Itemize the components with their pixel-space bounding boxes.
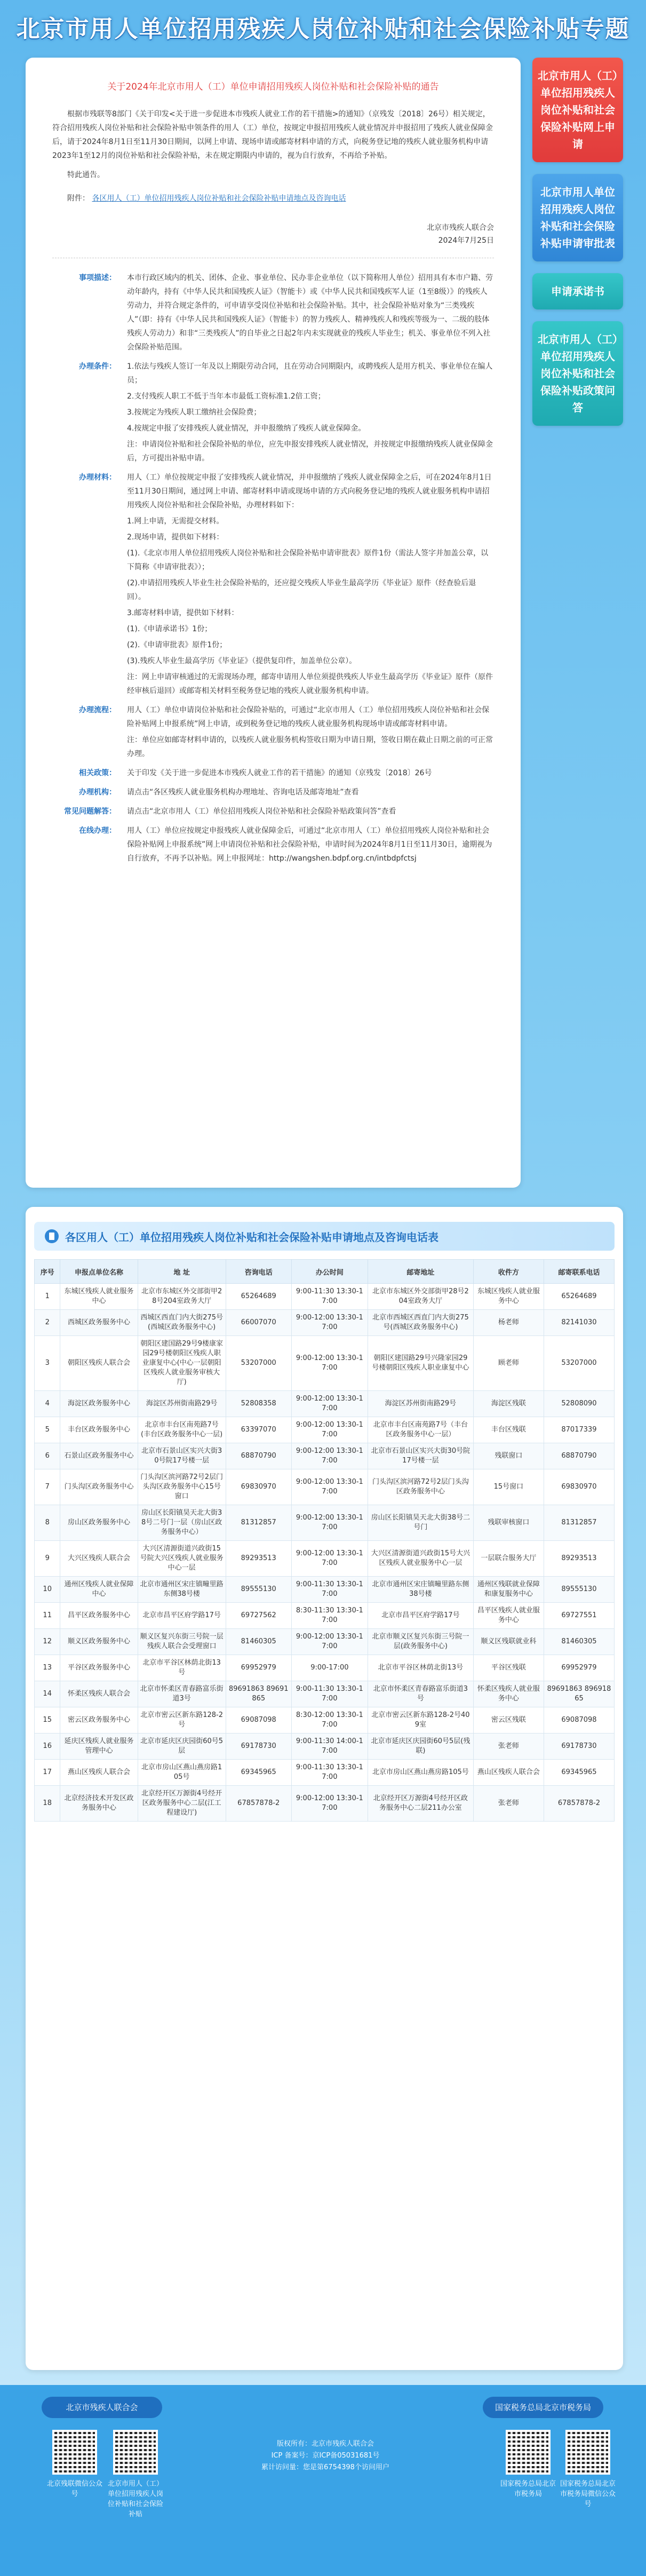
table-cell: 9:00-12:00 13:30-17:00 [291,1469,368,1505]
table-row [35,1505,615,1541]
table-cell: 17 [35,1760,60,1786]
table-cell: 89555130 [544,1577,614,1603]
table-cell: 16 [35,1734,60,1760]
table-cell: 81460305 [226,1629,291,1655]
table-row [35,1336,615,1391]
table-cell: 顺义区复兴东街三号院一层残疾人联合会受理窗口 [138,1629,226,1655]
table-cell: 69087098 [226,1707,291,1734]
column-header: 办公时间 [291,1260,368,1284]
notice-card [26,58,521,1188]
info-line: 注：申请岗位补贴和社会保险补贴的单位，应先申报安排残疾人就业情况，并按规定申报缴纳残疾人就业保障金后，方可提出补贴申请。 [127,440,493,463]
qr-caption: 国家税务总局北京市税务局 [500,2480,556,2498]
notice-signature [52,221,494,247]
column-header: 收件方 [473,1260,544,1284]
notice-title: 关于2024年北京市用人（工）单位申请招用残疾人岗位补贴和社会保险补贴的通告 [107,82,439,92]
table-cell: 8:30-12:00 13:30-17:00 [291,1707,368,1734]
table-cell: 海淀区残联 [473,1391,544,1417]
table-cell: 13 [35,1655,60,1681]
qr-code-icon [52,2430,97,2475]
table-cell: 丰台区残联 [473,1417,544,1443]
info-body [127,471,494,700]
table-cell: 大兴区清源街道兴政街15号院大兴区残疾人就业服务中心一层 [138,1541,226,1577]
table-cell: 北京市怀柔区青春路富乐街道3号 [368,1681,473,1707]
table-row [35,1603,615,1629]
table-cell: 15 [35,1707,60,1734]
info-row [52,360,494,467]
info-body [127,271,494,356]
qr-caption: 国家税务总局北京市税务局微信公众号 [560,2480,616,2508]
table-cell: 西城区西直门内大街275号(西城区政务服务中心) [138,1310,226,1336]
table-cell: 顺义区残联就业科 [473,1629,544,1655]
table-row [35,1760,615,1786]
info-line: 请点击“北京市用人（工）单位招用残疾人岗位补贴和社会保险补贴政策问答”查看 [127,807,396,816]
table-cell: 87017339 [544,1417,614,1443]
table-cell: 12 [35,1629,60,1655]
table-cell: 9:00-12:00 13:30-17:00 [291,1443,368,1469]
info-body [127,824,494,868]
info-row [52,471,494,700]
table-cell: 9:00-11:30 13:30-17:00 [291,1284,368,1310]
info-line: 3.邮寄材料申请，提供如下材料： [127,609,239,617]
notice-paragraph: 特此通告。 [67,171,105,179]
table-cell: 89293513 [544,1541,614,1577]
table-row [35,1707,615,1734]
icp-number: ICP 备案号：京ICP备05031681号 [271,2452,380,2460]
table-cell: 69727562 [226,1603,291,1629]
side-buttons [532,58,623,438]
table-cell: 北京市昌平区府学路17号 [138,1603,226,1629]
side-button-2[interactable]: 北京市用人单位招用残疾人岗位补贴和社会保险补贴申请审批表 [532,174,623,261]
table-cell: 北京市房山区燕山燕房路105号 [368,1760,473,1786]
side-button-4[interactable]: 北京市用人（工）单位招用残疾人岗位补贴和社会保险补贴政策问答 [532,321,623,426]
table-cell: 9:00-11:30 13:30-17:00 [291,1577,368,1603]
notice-paragraph: 根据市残联等8部门《关于印发<关于进一步促进本市残疾人就业工作的若干措施>的通知》（京残发〔2018〕26号）相关规定，符合招用残疾人岗位补贴和社会保险补贴申领条件的用人（工）单位，按规定申报招用残疾人就业情况并申报招用了残疾人就业保障金后，请于2024年8月1日至11月30日期间，以网上申请、现场申请或邮寄材料申请的方式，向税务登记地的残疾人就业服务机构申请2023年1至12月的岗位补贴和社会保险补贴，未在规定期限内申请的，视为自行放弃，不再给予补贴。 [52,110,493,160]
info-line: 用人（工）单位按规定申报了安排残疾人就业情况，并申报缴纳了残疾人就业保障金之后，可在2024年8月1日至11月30日期间，通过网上申请、邮寄材料申请或现场申请的方式向税务登记地的残疾人就业服务机构申请招用残疾人岗位补贴和社会保险补贴，办理材料如下： [127,473,492,510]
table-cell: 68870790 [226,1443,291,1469]
table-cell: 2 [35,1310,60,1336]
table-cell: 北京经济技术开发区政务服务中心 [60,1786,138,1822]
table-cell: 北京市延庆区庆园街60号5层(残联) [368,1734,473,1760]
table-row [35,1734,615,1760]
table-cell: 通州区残联就业保障和康复服务中心 [473,1577,544,1603]
table-header-bar [34,1222,615,1251]
info-line: 请点击“各区残疾人就业服务机构办理地址、咨询电话及邮寄地址”查看 [127,788,359,797]
table-cell: 81312857 [226,1505,291,1541]
info-body [127,785,494,801]
table-row [35,1391,615,1417]
info-row [52,766,494,782]
table-cell: 89555130 [226,1577,291,1603]
table-cell: 81312857 [544,1505,614,1541]
info-label: 办理机构： [79,788,116,797]
table-cell: 平谷区残联 [473,1655,544,1681]
info-body [127,703,494,763]
table-cell: 69087098 [544,1707,614,1734]
table-cell: 北京市石景山区实兴大街30号院17号楼一层 [138,1443,226,1469]
table-cell: 门头沟区滨河路72号2层门头沟区政务服务中心 [368,1469,473,1505]
table-cell: 北京市东城区外交部街甲28号204室政务大厅 [368,1284,473,1310]
table-cell: 北京市顺义区复兴东街三号院一层(政务服务中心) [368,1629,473,1655]
table-cell: 房山区长阳镇昊天北大街38号二号门 [368,1505,473,1541]
table-cell: 东城区残疾人就业服务中心 [60,1284,138,1310]
info-row [52,271,494,356]
qr-code-icon [506,2430,551,2475]
table-cell: 密云区政务服务中心 [60,1707,138,1734]
visit-count: 累计访问量：您是第6754398个访问用户 [261,2463,389,2471]
table-cell: 北京市通州区宋庄镇疃里路东侧38号楼 [368,1577,473,1603]
table-cell: 4 [35,1391,60,1417]
table-cell: 53207000 [226,1336,291,1391]
table-cell: 5 [35,1417,60,1443]
sign-date: 2024年7月25日 [438,236,494,245]
page-title: 北京市用人单位招用残疾人岗位补贴和社会保险补贴专题 [16,15,630,43]
table-cell: 65264689 [544,1284,614,1310]
info-line: 关于印发《关于进一步促进本市残疾人就业工作的若干措施》的通知（京残发〔2018〕26号 [127,769,432,777]
table-cell: 67857878-2 [544,1786,614,1822]
table-cell: 18 [35,1786,60,1822]
table-cell: 昌平区残疾人就业服务中心 [473,1603,544,1629]
info-label: 相关政策： [79,769,116,777]
sign-org: 北京市残疾人联合会 [427,224,494,232]
info-label: 办理材料： [79,473,116,482]
info-line: (3).残疾人毕业生最高学历《毕业证》（提供复印件，加盖单位公章）。 [127,657,357,665]
table-cell: 11 [35,1603,60,1629]
table-cell: 69345965 [544,1760,614,1786]
table-cell: 北京市昌平区府学路17号 [368,1603,473,1629]
attachment [67,192,494,205]
table-row [35,1284,615,1310]
info-row [52,824,494,868]
info-line: 本市行政区域内的机关、团体、企业、事业单位、民办非企业单位（以下简称用人单位）招用具有本市户籍、劳动年龄内，持有《中华人民共和国残疾人证》（智能卡）或《中华人民共和国残疾军人证（1至8级）》的残疾人劳动力，并符合规定条件的，可申请享受岗位补贴和社会保险补贴。其中，社会保险补贴对象为“三类残疾人”（即：持有《中华人民共和国残疾人证》（智能卡）的智力残疾人、精神残疾人和残疾等级为一、二级的肢体残疾人劳动力）和非“三类残疾人”的自毕业之日起2年内未实现就业的残疾人毕业生；机关、事业单位不列入社会保险补贴范围。 [127,274,493,352]
table-row [35,1417,615,1443]
table-cell: 9:00-11:30 13:30-17:00 [291,1681,368,1707]
table-cell: 北京经开区万源街4号经开区政务服务中心二层211办公室 [368,1786,473,1822]
info-label: 办理流程： [79,706,116,714]
table-cell: 7 [35,1469,60,1505]
table-cell: 67857878-2 [226,1786,291,1822]
table-cell: 北京市房山区燕山燕房路105号 [138,1760,226,1786]
table-cell: 一层联合服务大厅 [473,1541,544,1577]
table-cell: 石景山区政务服务中心 [60,1443,138,1469]
table-cell: 燕山区残疾人联合会 [473,1760,544,1786]
table-cell: 平谷区政务服务中心 [60,1655,138,1681]
table-cell: 北京市通州区宋庄镇疃里路东侧38号楼 [138,1577,226,1603]
table-cell: 69952979 [226,1655,291,1681]
table-cell: 海淀区苏州街南路29号 [368,1391,473,1417]
attachment-label: 附件： [67,194,90,203]
table-row [35,1577,615,1603]
table-cell: 9:00-12:00 13:30-17:00 [291,1505,368,1541]
table-cell: 朝阳区建国路29号9楼康家园29号楼朝阳区残疾人职业康复中心(中心一层朝阳区残疾人就业服务审核大厅) [138,1336,226,1391]
table-row [35,1681,615,1707]
info-line: 2.现场申请，提供如下材料： [127,533,224,542]
table-cell: 残联审核窗口 [473,1505,544,1541]
table-cell: 密云区残联 [473,1707,544,1734]
table-cell: 9:00-12:00 13:30-17:00 [291,1629,368,1655]
info-list [52,271,494,868]
table-cell: 北京市密云区新东路128-2号409室 [368,1707,473,1734]
table-cell: 15号窗口 [473,1469,544,1505]
info-row [52,785,494,801]
table-cell: 53207000 [544,1336,614,1391]
info-line: (1).《北京市用人单位招用残疾人岗位补贴和社会保险补贴申请审批表》原件1份（需法人签字并加盖公章，以下简称《申请审批表》）； [127,549,489,571]
info-line: 用人（工）单位申请岗位补贴和社会保险补贴的，可通过“北京市用人（工）单位招用残疾人岗位补贴和社会保险补贴网上申报系统”网上申请，或到税务登记地的残疾人就业服务机构现场申请或邮寄材料申请。 [127,706,490,728]
footer-info [224,2438,427,2474]
table-cell: 残联窗口 [473,1443,544,1469]
qr-caption: 北京残联微信公众号 [46,2480,102,2498]
table-cell: 89293513 [226,1541,291,1577]
table-cell: 9:00-12:00 13:30-17:00 [291,1786,368,1822]
table-cell: 门头沟区滨河路72号2层门头沟区政务服务中心15号窗口 [138,1469,226,1505]
address-table [34,1259,615,1822]
table-cell: 北京市西城区西直门内大街275号(西城区政务服务中心) [368,1310,473,1336]
table-cell: 北京市密云区新东路128-2号 [138,1707,226,1734]
table-cell: 北京市平谷区林荫北街13号 [138,1655,226,1681]
table-cell: 北京市东城区外交部街甲28号204室政务大厅 [138,1284,226,1310]
info-label: 常见问题解答： [64,807,116,816]
info-line: 4.按规定申报了安排残疾人就业情况，并申报缴纳了残疾人就业保障金。 [127,424,366,433]
table-cell: 89691863 89691865 [226,1681,291,1707]
info-line: 1.网上申请，无需提交材料。 [127,517,224,526]
info-line: 注：单位应如邮寄材料申请的，以残疾人就业服务机构签收日期为申请日期，签收日期在截止日期之前的可正常办理。 [127,736,493,758]
table-cell: 14 [35,1681,60,1707]
info-line: (2).《申请审批表》原件1份； [127,641,227,649]
table-row [35,1443,615,1469]
table-cell: 朝阳区建国路29号兴隆家园29号楼朝阳区残疾人职业康复中心 [368,1336,473,1391]
table-cell: 北京市丰台区南苑路7号(丰台区政务服务中心一层) [138,1417,226,1443]
info-body [127,360,494,467]
info-body [127,766,494,782]
table-cell: 9:00-12:00 13:30-17:00 [291,1541,368,1577]
table-cell: 9:00-11:30 13:30-17:00 [291,1760,368,1786]
table-cell: 西城区政务服务中心 [60,1310,138,1336]
table-cell: 北京经开区万源街4号经开区政务服务中心二层(江工程建设厅) [138,1786,226,1822]
info-row [52,703,494,763]
table-cell: 9:00-12:00 13:30-17:00 [291,1336,368,1391]
attachment-link[interactable]: 各区用人（工）单位招用残疾人岗位补贴和社会保险补贴申请地点及咨询电话 [92,194,346,203]
table-cell: 9:00-12:00 13:30-17:00 [291,1391,368,1417]
side-button-1[interactable]: 北京市用人（工）单位招用残疾人岗位补贴和社会保险补贴网上申请 [532,58,623,162]
qr-caption: 北京市用人（工）单位招用残疾人岗位补贴和社会保险补贴 [107,2480,163,2518]
table-title: 各区用人（工）单位招用残疾人岗位补贴和社会保险补贴申请地点及咨询电话表 [65,1230,438,1244]
qr-code-icon [113,2430,158,2475]
qr-code-icon [565,2430,610,2475]
table-cell: 8:30-11:30 13:30-17:00 [291,1603,368,1629]
info-label: 办理条件： [79,362,116,371]
column-header: 咨询电话 [226,1260,291,1284]
info-line: 注：网上申请审核通过的无需现场办理，邮寄申请用人单位须提供残疾人毕业生最高学历《毕业证》原件（原件经审核后退回）或邮寄相关材料至税务登记地的残疾人就业服务机构申请。 [127,673,493,695]
table-cell: 9:00-12:00 13:30-17:00 [291,1310,368,1336]
table-cell: 3 [35,1336,60,1391]
table-cell: 1 [35,1284,60,1310]
info-line: 2.支付残疾人职工不低于当年本市最低工资标准1.2倍工资； [127,392,325,401]
copyright: 版权所有：北京市残疾人联合会 [276,2440,374,2448]
table-cell: 张老师 [473,1734,544,1760]
table-cell: 北京市丰台区南苑路7号（丰台区政务服务中心一层） [368,1417,473,1443]
table-cell: 顾老师 [473,1336,544,1391]
table-cell: 69830970 [544,1469,614,1505]
table-row [35,1469,615,1505]
table-cell: 丰台区政务服务中心 [60,1417,138,1443]
table-cell: 朝阳区残疾人联合会 [60,1336,138,1391]
table-row [35,1310,615,1336]
table-cell: 69178730 [544,1734,614,1760]
table-cell: 怀柔区残疾人就业服务中心 [473,1681,544,1707]
table-row [35,1655,615,1681]
side-button-3[interactable]: 申请承诺书 [532,273,623,309]
table-cell: 顺义区政务服务中心 [60,1629,138,1655]
table-cell: 房山区长阳镇昊天北大街38号二号门一层（房山区政务服务中心） [138,1505,226,1541]
table-cell: 东城区残疾人就业服务中心 [473,1284,544,1310]
table-cell: 海淀区苏州街南路29号 [138,1391,226,1417]
column-header: 邮寄地址 [368,1260,473,1284]
table-cell: 北京市石景山区实兴大街30号院17号楼一层 [368,1443,473,1469]
info-label: 事项描述： [79,274,116,282]
table-cell: 69178730 [226,1734,291,1760]
table-cell: 通州区残疾人就业保障中心 [60,1577,138,1603]
table-cell: 81460305 [544,1629,614,1655]
table-row [35,1786,615,1822]
table-cell: 69830970 [226,1469,291,1505]
table-cell: 9:00-11:30 14:00-17:00 [291,1734,368,1760]
document-icon [45,1229,59,1243]
disabled-federation-link[interactable]: 北京市残疾人联合会 [42,2397,162,2418]
tax-bureau-link[interactable]: 国家税务总局北京市税务局 [483,2397,603,2418]
table-cell: 9:00-17:00 [291,1655,368,1681]
table-cell: 怀柔区残疾人联合会 [60,1681,138,1707]
table-cell: 66007070 [226,1310,291,1336]
table-cell: 65264689 [226,1284,291,1310]
table-cell: 89691863 89691865 [544,1681,614,1707]
table-cell: 82141030 [544,1310,614,1336]
table-cell: 69727551 [544,1603,614,1629]
table-cell: 大兴区残疾人联合会 [60,1541,138,1577]
footer [0,2385,646,2576]
table-cell: 63397070 [226,1417,291,1443]
info-line: 用人（工）单位应按规定申报残疾人就业保障金后，可通过“北京市用人（工）单位招用残疾人岗位补贴和社会保险补贴网上申报系统”网上申请岗位补贴和社会保险补贴，申请时间为2024年8月1日至11月30日，逾期视为自行放弃，不再予以补贴。网上申报网址：http://wangshen.bdpf.org.cn/intbdpfctsj [127,826,492,863]
table-cell: 门头沟区政务服务中心 [60,1469,138,1505]
table-cell: 6 [35,1443,60,1469]
table-header-row [35,1260,615,1284]
table-cell: 北京市延庆区庆园街60号5层 [138,1734,226,1760]
address-table-card [26,1207,623,2370]
table-cell: 杨老师 [473,1310,544,1336]
column-header: 序号 [35,1260,60,1284]
table-cell: 9:00-12:00 13:30-17:00 [291,1417,368,1443]
table-cell: 68870790 [544,1443,614,1469]
table-cell: 海淀区政务服务中心 [60,1391,138,1417]
column-header: 地 址 [138,1260,226,1284]
info-line: (2).申请招用残疾人毕业生社会保险补贴的，还应提交残疾人毕业生最高学历《毕业证》原件（经查验后退回）。 [127,579,476,601]
table-cell: 燕山区残疾人联合会 [60,1760,138,1786]
table-cell: 张老师 [473,1786,544,1822]
table-cell: 北京市平谷区林荫北街13号 [368,1655,473,1681]
info-body [127,805,494,821]
info-line: (1).《申请承诺书》1份； [127,625,212,633]
table-cell: 69952979 [544,1655,614,1681]
table-cell: 北京市怀柔区青春路富乐街道3号 [138,1681,226,1707]
table-cell: 9 [35,1541,60,1577]
table-cell: 大兴区清源街道兴政街15号大兴区残疾人就业服务中心一层 [368,1541,473,1577]
table-cell: 52808090 [544,1391,614,1417]
info-label: 在线办理： [79,826,116,835]
table-cell: 昌平区政务服务中心 [60,1603,138,1629]
column-header: 邮寄联系电话 [544,1260,614,1284]
table-cell: 52808358 [226,1391,291,1417]
table-cell: 房山区政务服务中心 [60,1505,138,1541]
info-line: 3.按规定为残疾人职工缴纳社会保险费； [127,408,261,417]
table-cell: 10 [35,1577,60,1603]
info-line: 1.依法与残疾人签订一年及以上期限劳动合同，且在劳动合同期限内，或聘残疾人是用方机关、事业单位在编人员； [127,362,493,385]
table-row [35,1541,615,1577]
table-cell: 8 [35,1505,60,1541]
table-cell: 69345965 [226,1760,291,1786]
column-header: 申报点单位名称 [60,1260,138,1284]
table-cell: 延庆区残疾人就业服务管理中心 [60,1734,138,1760]
table-row [35,1629,615,1655]
info-row [52,805,494,821]
